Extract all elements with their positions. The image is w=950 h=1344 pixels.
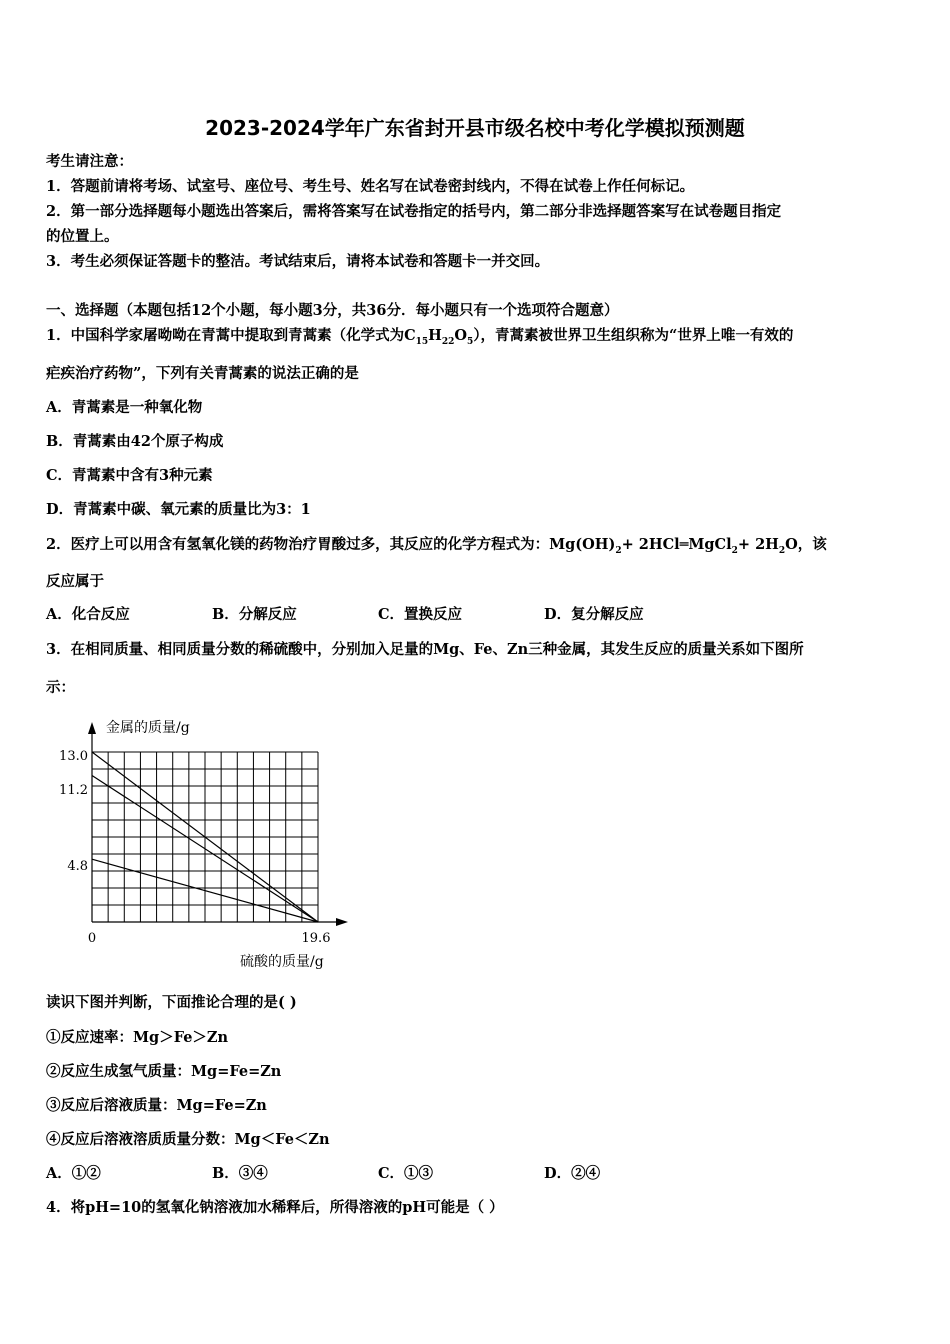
q2-stem-line1 [46,535,827,561]
q3-option-b: B．③④ [212,1165,268,1182]
notice-heading: 考生请注意： [46,153,133,170]
q1-sub-o: 5 [467,336,474,347]
q3-statement-2: ②反应生成氢气质量：Mg=Fe=Zn [46,1063,282,1080]
q2-option-c: C．置换反应 [378,606,463,623]
q2-stem-b: + 2HCl═MgCl [621,536,732,553]
q3-statement-1: ①反应速率：Mg＞Fe＞Zn [46,1029,229,1046]
q1-option-b: B．青蒿素由42个原子构成 [46,433,224,450]
q1-option-c: C．青蒿素中含有3种元素 [46,467,213,484]
q2-options [46,605,644,625]
notice-item-1: 1．答题前请将考场、试室号、座位号、考生号、姓名写在试卷密封线内，不得在试卷上作任何标记。 [46,178,695,195]
notice-item-2: 2．第一部分选择题每小题选出答案后，需将答案写在试卷指定的括号内，第二部分非选择题答案写在试卷题目指定 [46,203,782,220]
q2-option-a: A．化合反应 [46,606,130,623]
q1-stem-line1 [46,326,793,352]
q3-option-c: C．①③ [378,1165,434,1182]
q2-option-b: B．分解反应 [212,606,297,623]
q1-sub-c: 15 [415,336,429,347]
chart-x-axis-label: 硫酸的质量/g [240,954,324,970]
chart-y-axis-label: 金属的质量/g [106,720,190,736]
q3-stem-line2: 示： [46,679,75,696]
chart-y-tick-11-2: 11.2 [59,783,88,798]
q3-question: 读识下图并判断，下面推论合理的是( ) [46,994,297,1011]
chart-y-tick-4-8: 4.8 [67,859,88,874]
exam-title: 2023-2024学年广东省封开县市级名校中考化学模拟预测题 [205,116,745,140]
notice-item-3: 3．考生必须保证答题卡的整洁。考试结束后，请将本试卷和答题卡一并交回。 [46,253,550,270]
q2-sub-3: 2 [778,545,786,556]
q3-options [46,1164,600,1184]
x-axis-arrow [336,918,348,926]
q2-stem-line2: 反应属于 [46,573,104,590]
notice-item-2-cont: 的位置上。 [46,228,119,245]
q3-stem-line1: 3．在相同质量、相同质量分数的稀硫酸中，分别加入足量的Mg、Fe、Zn三种金属，其发生反应的质量关系如下图所 [46,641,804,658]
q2-stem-c: + 2H [737,536,779,553]
q3-option-d: D．②④ [544,1165,601,1182]
q1-option-d: D．青蒿素中碳、氧元素的质量比为3：1 [46,501,311,518]
section-heading: 一、选择题（本题包括12个小题，每小题3分，共36分．每小题只有一个选项符合题意） [46,302,619,319]
chart-y-tick-13: 13.0 [59,749,88,764]
q1-stem-d: ），青蒿素被世界卫生组织称为“世界上唯一有效的 [473,327,794,344]
q1-option-a: A．青蒿素是一种氧化物 [46,399,203,416]
q1-stem-line2: 疟疾治疗药物”，下列有关青蒿素的说法正确的是 [46,365,359,382]
q3-statement-4: ④反应后溶液溶质质量分数：Mg＜Fe＜Zn [46,1131,330,1148]
q3-chart [46,710,366,980]
q1-stem-b: H [428,327,442,344]
chart-axes [88,722,348,926]
q2-stem-d: O，该 [785,536,827,553]
q1-sub-h: 22 [441,336,455,347]
q3-statement-3: ③反应后溶液质量：Mg=Fe=Zn [46,1097,267,1114]
q1-stem-a: 1．中国科学家屠呦呦在青蒿中提取到青蒿素（化学式为C [46,327,416,344]
y-axis-arrow [88,722,96,734]
q3-option-a: A．①② [46,1165,101,1182]
chart-x-tick-0: 0 [87,931,97,946]
chart-x-tick-19-6: 19.6 [301,931,331,946]
q2-option-d: D．复分解反应 [544,606,644,623]
q2-sub-1: 2 [615,545,622,556]
q2-sub-2: 2 [731,545,738,556]
q2-stem-a: 2．医疗上可以用含有氢氧化镁的药物治疗胃酸过多，其反应的化学方程式为：Mg(OH) [46,536,616,553]
q1-stem-c: O [454,327,468,344]
q4-stem: 4．将pH=10的氢氧化钠溶液加水稀释后，所得溶液的pH可能是（ ） [46,1199,504,1216]
